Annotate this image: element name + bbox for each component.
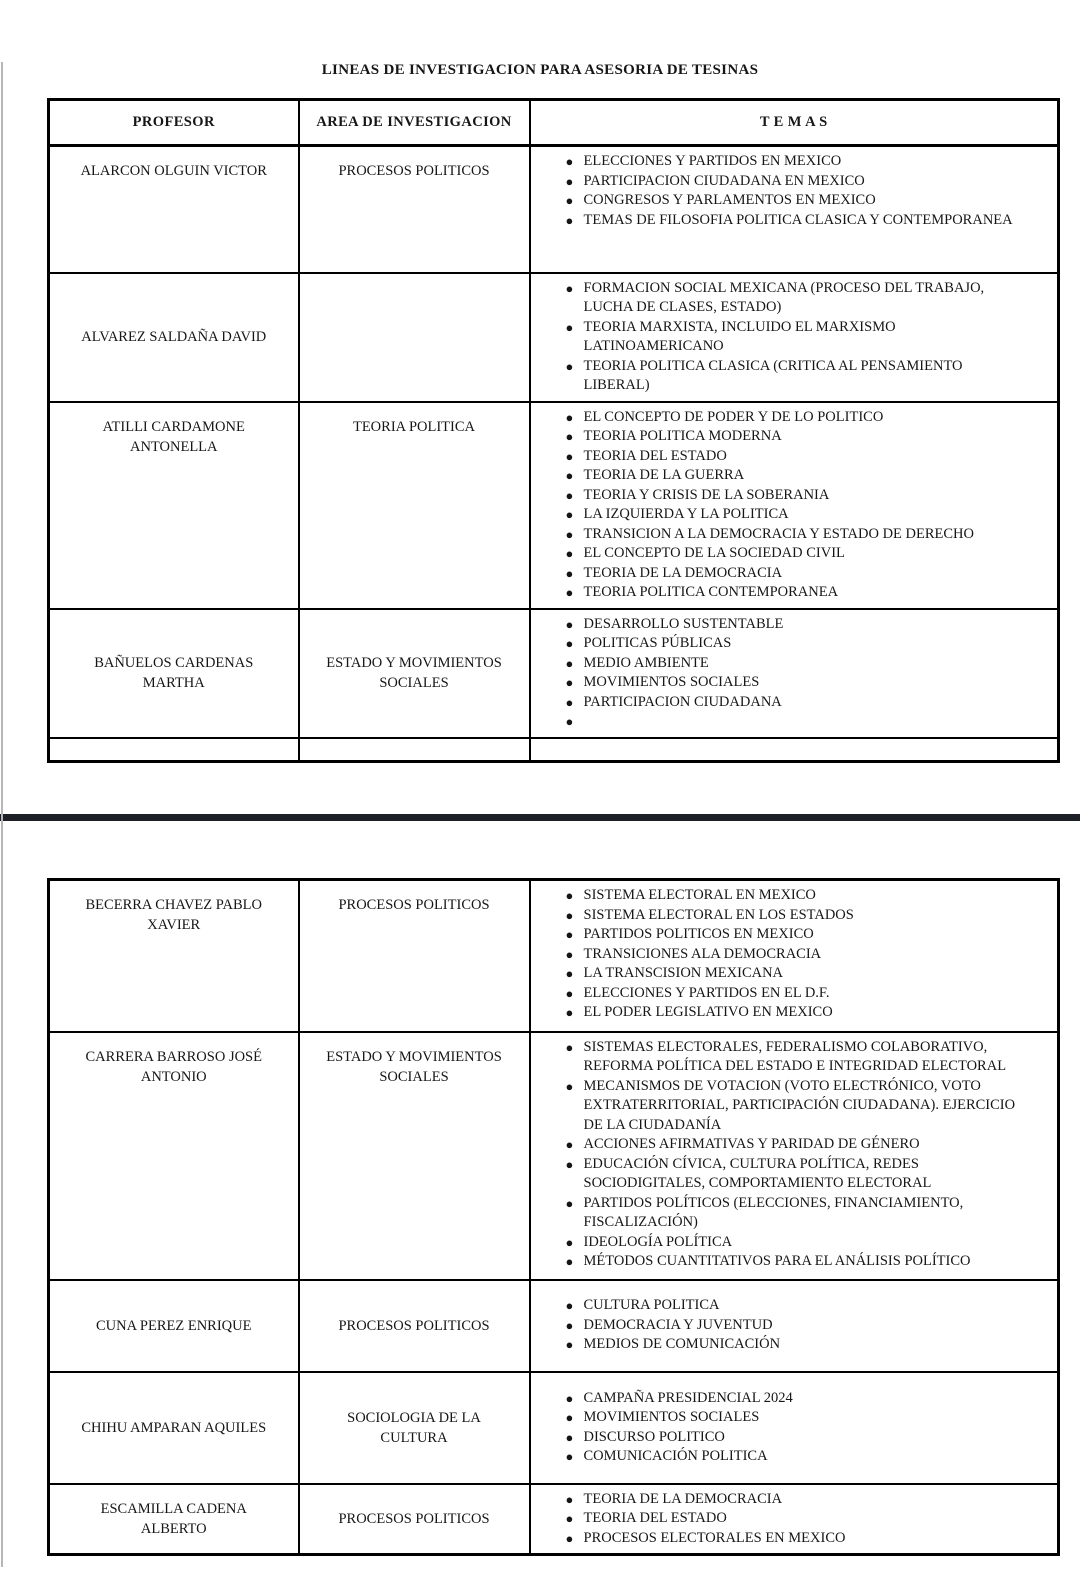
- tema-text: TEORIA DE LA DEMOCRACIA: [583, 564, 783, 581]
- page-edge-line: [1, 62, 3, 1567]
- tema-item: [564, 634, 1016, 654]
- tema-item: [564, 505, 1016, 525]
- bullet-icon: ●: [565, 1530, 574, 1546]
- bullet-icon: ●: [565, 1410, 574, 1425]
- tema-text: MEDIO AMBIENTE: [583, 654, 709, 671]
- page-separator: [0, 814, 1080, 821]
- tema-item: [564, 615, 1016, 635]
- table-row: [49, 1280, 1059, 1372]
- tema-text: PARTIDOS POLITICOS EN MEXICO: [583, 926, 814, 942]
- tema-text: IDEOLOGÍA POLÍTICA: [583, 1233, 733, 1250]
- tema-item: [564, 1155, 1016, 1194]
- bullet-icon: ●: [565, 546, 574, 561]
- bullet-icon: ●: [565, 1337, 574, 1353]
- bullet-icon: ●: [565, 409, 574, 425]
- area-cell: [299, 738, 530, 762]
- bullet-icon: ●: [565, 319, 574, 335]
- tema-text: TEORIA POLITICA CLASICA (CRITICA AL PENSAMIENTO LIBERAL): [583, 357, 963, 393]
- temas-cell: [530, 273, 1059, 402]
- bullet-icon: ●: [565, 655, 574, 671]
- tema-text: PARTICIPACION CIUDADANA EN MEXICO: [583, 172, 865, 189]
- bullet-icon: ●: [565, 616, 574, 632]
- area-cell: PROCESOS POLITICOS: [299, 880, 530, 1032]
- tema-text: TEORIA DEL ESTADO: [583, 1510, 727, 1526]
- tema-text: SISTEMAS ELECTORALES, FEDERALISMO COLABORATIVO, REFORMA POLÍTICA DEL ESTADO E INTEGRIDAD ELECTORAL: [583, 1038, 1007, 1074]
- tema-item: [564, 544, 1016, 564]
- temas-cell: [530, 1032, 1059, 1280]
- tema-item: [564, 1038, 1016, 1077]
- bullet-icon: ●: [565, 1234, 574, 1250]
- tema-item: [564, 466, 1016, 486]
- tema-item: [564, 583, 1016, 603]
- tema-text: DESARROLLO SUSTENTABLE: [583, 615, 784, 632]
- area-cell: ESTADO Y MOVIMIENTOS SOCIALES: [299, 1032, 530, 1280]
- research-table-page-1: [47, 98, 1060, 763]
- table-row: [49, 609, 1059, 738]
- tema-text: LA IZQUIERDA Y LA POLITICA: [583, 506, 789, 522]
- tema-text: CONGRESOS Y PARLAMENTOS EN MEXICO: [583, 192, 876, 208]
- area-cell: ESTADO Y MOVIMIENTOS SOCIALES: [299, 609, 530, 738]
- professor-cell: CHIHU AMPARAN AQUILES: [49, 1372, 299, 1484]
- tema-item: [564, 447, 1016, 467]
- area-cell: PROCESOS POLITICOS: [299, 1280, 530, 1372]
- bullet-icon: ●: [565, 1005, 574, 1020]
- tema-text: DISCURSO POLITICO: [583, 1428, 725, 1445]
- bullet-icon: ●: [565, 675, 574, 690]
- bullet-icon: ●: [565, 1449, 574, 1464]
- tema-text: PARTIDOS POLÍTICOS (ELECCIONES, FINANCIAMIENTO, FISCALIZACIÓN): [583, 1194, 964, 1230]
- tema-text: TEORIA Y CRISIS DE LA SOBERANIA: [583, 486, 830, 503]
- page-title: LINEAS DE INVESTIGACION PARA ASESORIA DE TESINAS: [321, 62, 759, 78]
- bullet-icon: ●: [565, 173, 574, 189]
- tema-item: [564, 1194, 1016, 1233]
- tema-item: [564, 906, 1016, 926]
- bullet-icon: ●: [565, 888, 574, 903]
- tema-item: [564, 1335, 1016, 1355]
- area-cell: [299, 273, 530, 402]
- table-row: [49, 402, 1059, 609]
- bullet-icon: ●: [565, 927, 574, 942]
- bullet-icon: ●: [565, 636, 574, 651]
- temas-list: [564, 1038, 1016, 1272]
- tema-text: TEMAS DE FILOSOFIA POLITICA CLASICA Y CONTEMPORANEA: [583, 211, 1013, 228]
- tema-text: PROCESOS ELECTORALES EN MEXICO: [583, 1529, 846, 1546]
- tema-item: [564, 1077, 1016, 1136]
- tema-text: TEORIA POLITICA MODERNA: [583, 428, 782, 444]
- tema-text: POLITICAS PÚBLICAS: [583, 635, 732, 651]
- tema-item: [564, 1428, 1016, 1448]
- tema-text: MECANISMOS DE VOTACION (VOTO ELECTRÓNICO, VOTO EXTRATERRITORIAL, PARTICIPACIÓN CIUDADANA). EJERCICIO DE LA CIUDADANÍA: [583, 1077, 1016, 1133]
- tema-item: [564, 191, 1016, 211]
- professor-cell: ALARCON OLGUIN VICTOR: [49, 146, 299, 273]
- tema-item: [564, 673, 1016, 693]
- professor-cell: ATILLI CARDAMONE ANTONELLA: [49, 402, 299, 609]
- tema-item: [564, 1529, 1016, 1549]
- temas-list: [564, 1296, 1016, 1355]
- temas-cell: [530, 1280, 1059, 1372]
- bullet-icon: ●: [565, 193, 574, 208]
- professor-cell: CARRERA BARROSO JOSÉ ANTONIO: [49, 1032, 299, 1280]
- table-row: [49, 1032, 1059, 1280]
- tema-text: CAMPAÑA PRESIDENCIAL 2024: [583, 1389, 793, 1406]
- temas-cell: [530, 1372, 1059, 1484]
- tema-item: [564, 984, 1016, 1004]
- tema-item: [564, 886, 1016, 906]
- tema-item: [564, 1252, 1016, 1272]
- bullet-icon: ●: [565, 526, 574, 542]
- tema-item: [564, 172, 1016, 192]
- bullet-icon: ●: [565, 448, 574, 464]
- tema-item: [564, 318, 1016, 357]
- tema-item: [564, 1389, 1016, 1409]
- tema-item: [564, 1316, 1016, 1336]
- bullet-icon: ●: [565, 694, 574, 710]
- tema-text: COMUNICACIÓN POLITICA: [583, 1448, 768, 1464]
- temas-list: [564, 408, 1016, 603]
- temas-list: [564, 152, 1016, 230]
- professor-cell: ESCAMILLA CADENA ALBERTO: [49, 1484, 299, 1555]
- tema-item: [564, 1003, 1016, 1023]
- tema-text: MEDIOS DE COMUNICACIÓN: [583, 1336, 781, 1353]
- table-row: [49, 1372, 1059, 1484]
- table-row: [49, 1484, 1059, 1555]
- bullet-icon: ●: [565, 280, 574, 296]
- bullet-icon: ●: [565, 1429, 574, 1445]
- tema-item: [564, 1447, 1016, 1467]
- bullet-icon: ●: [565, 1317, 574, 1333]
- area-cell: PROCESOS POLITICOS: [299, 1484, 530, 1555]
- tema-text: MOVIMIENTOS SOCIALES: [583, 674, 760, 690]
- area-cell: PROCESOS POLITICOS: [299, 146, 530, 273]
- temas-list: [564, 279, 1016, 396]
- tema-item: [564, 427, 1016, 447]
- tema-item: [564, 1490, 1016, 1510]
- bullet-icon: ●: [565, 585, 574, 600]
- tema-text: ELECCIONES Y PARTIDOS EN MEXICO: [583, 153, 842, 169]
- bullet-icon: ●: [565, 429, 574, 444]
- bullet-icon: ●: [565, 1156, 574, 1172]
- tema-text: TRANSICION A LA DEMOCRACIA Y ESTADO DE DERECHO: [583, 525, 974, 542]
- bullet-icon: ●: [565, 966, 574, 981]
- tema-item: [564, 1509, 1016, 1529]
- tema-text: ELECCIONES Y PARTIDOS EN EL D.F.: [583, 984, 830, 1001]
- tema-text: TEORIA DE LA GUERRA: [583, 467, 745, 483]
- col-header-profesor: PROFESOR: [49, 100, 299, 146]
- header-row: [49, 100, 1059, 146]
- bullet-icon: ●: [565, 1491, 574, 1507]
- tema-text: PARTICIPACION CIUDADANA: [583, 693, 782, 710]
- tema-text: EL CONCEPTO DE PODER Y DE LO POLITICO: [583, 408, 884, 425]
- col-header-area: AREA DE INVESTIGACION: [299, 100, 530, 146]
- bullet-icon: ●: [565, 1390, 574, 1406]
- area-cell: SOCIOLOGIA DE LA CULTURA: [299, 1372, 530, 1484]
- tema-text: SISTEMA ELECTORAL EN LOS ESTADOS: [583, 906, 854, 923]
- tema-item: [564, 712, 1016, 732]
- tema-text: TEORIA DE LA DEMOCRACIA: [583, 1490, 783, 1507]
- bullet-icon: ●: [565, 1195, 574, 1211]
- tema-text: TEORIA DEL ESTADO: [583, 447, 727, 464]
- bullet-icon: ●: [565, 714, 574, 729]
- tema-text: EL PODER LEGISLATIVO EN MEXICO: [583, 1004, 833, 1020]
- table-row: [49, 738, 1059, 762]
- tema-item: [564, 211, 1016, 231]
- temas-list: [564, 1389, 1016, 1467]
- tema-text: FORMACION SOCIAL MEXICANA (PROCESO DEL TRABAJO, LUCHA DE CLASES, ESTADO): [583, 279, 985, 315]
- tema-text: MOVIMIENTOS SOCIALES: [583, 1409, 760, 1425]
- temas-cell: [530, 1484, 1059, 1555]
- tema-text: TRANSICIONES ALA DEMOCRACIA: [583, 945, 822, 962]
- tema-text: ACCIONES AFIRMATIVAS Y PARIDAD DE GÉNERO: [583, 1136, 920, 1152]
- tema-item: [564, 945, 1016, 965]
- tema-text: DEMOCRACIA Y JUVENTUD: [583, 1316, 773, 1333]
- tema-item: [564, 1233, 1016, 1253]
- bullet-icon: ●: [565, 1039, 574, 1055]
- col-header-temas: T E M A S: [530, 100, 1059, 146]
- tema-text: SISTEMA ELECTORAL EN MEXICO: [583, 887, 816, 903]
- temas-cell: [530, 402, 1059, 609]
- table-row: [49, 880, 1059, 1032]
- tema-item: [564, 1135, 1016, 1155]
- tema-item: [564, 279, 1016, 318]
- tema-item: [564, 654, 1016, 674]
- bullet-icon: ●: [565, 1078, 574, 1094]
- temas-list: [564, 615, 1016, 732]
- tema-text: TEORIA MARXISTA, INCLUIDO EL MARXISMO LATINOAMERICANO: [583, 318, 896, 354]
- tema-item: [564, 357, 1016, 396]
- temas-list: [564, 886, 1016, 1023]
- bullet-icon: ●: [565, 985, 574, 1001]
- temas-cell: [530, 146, 1059, 273]
- tema-text: CULTURA POLITICA: [583, 1297, 720, 1314]
- tema-text: TEORIA POLITICA CONTEMPORANEA: [583, 584, 839, 600]
- table-row: [49, 146, 1059, 273]
- tema-item: [564, 564, 1016, 584]
- tema-text: EDUCACIÓN CÍVICA, CULTURA POLÍTICA, REDES SOCIODIGITALES, COMPORTAMIENTO ELECTORAL: [583, 1155, 932, 1191]
- area-cell: TEORIA POLITICA: [299, 402, 530, 609]
- tema-text: EL CONCEPTO DE LA SOCIEDAD CIVIL: [583, 545, 845, 561]
- tema-item: [564, 152, 1016, 172]
- professor-cell: CUNA PEREZ ENRIQUE: [49, 1280, 299, 1372]
- bullet-icon: ●: [565, 907, 574, 923]
- research-table-page-2: [47, 878, 1060, 1556]
- bullet-icon: ●: [565, 507, 574, 522]
- professor-cell: ALVAREZ SALDAÑA DAVID: [49, 273, 299, 402]
- professor-cell: BECERRA CHAVEZ PABLO XAVIER: [49, 880, 299, 1032]
- bullet-icon: ●: [565, 565, 574, 581]
- tema-item: [564, 408, 1016, 428]
- temas-list: [564, 1490, 1016, 1549]
- professor-cell: [49, 738, 299, 762]
- temas-cell: [530, 880, 1059, 1032]
- tema-item: [564, 925, 1016, 945]
- tema-item: [564, 693, 1016, 713]
- bullet-icon: ●: [565, 1137, 574, 1152]
- bullet-icon: ●: [565, 487, 574, 503]
- temas-cell: [530, 609, 1059, 738]
- tema-item: [564, 964, 1016, 984]
- bullet-icon: ●: [565, 1511, 574, 1526]
- bullet-icon: ●: [565, 1298, 574, 1314]
- tema-item: [564, 525, 1016, 545]
- bullet-icon: ●: [565, 1254, 574, 1269]
- tema-text: LA TRANSCISION MEXICANA: [583, 965, 784, 981]
- temas-cell: [530, 738, 1059, 762]
- tema-text: MÉTODOS CUANTITATIVOS PARA EL ANÁLISIS POLÍTICO: [583, 1253, 971, 1269]
- bullet-icon: ●: [565, 154, 574, 169]
- bullet-icon: ●: [565, 946, 574, 962]
- tema-item: [564, 486, 1016, 506]
- table-row: [49, 273, 1059, 402]
- professor-cell: BAÑUELOS CARDENAS MARTHA: [49, 609, 299, 738]
- bullet-icon: ●: [565, 212, 574, 228]
- bullet-icon: ●: [565, 468, 574, 483]
- tema-item: [564, 1296, 1016, 1316]
- tema-item: [564, 1408, 1016, 1428]
- bullet-icon: ●: [565, 358, 574, 374]
